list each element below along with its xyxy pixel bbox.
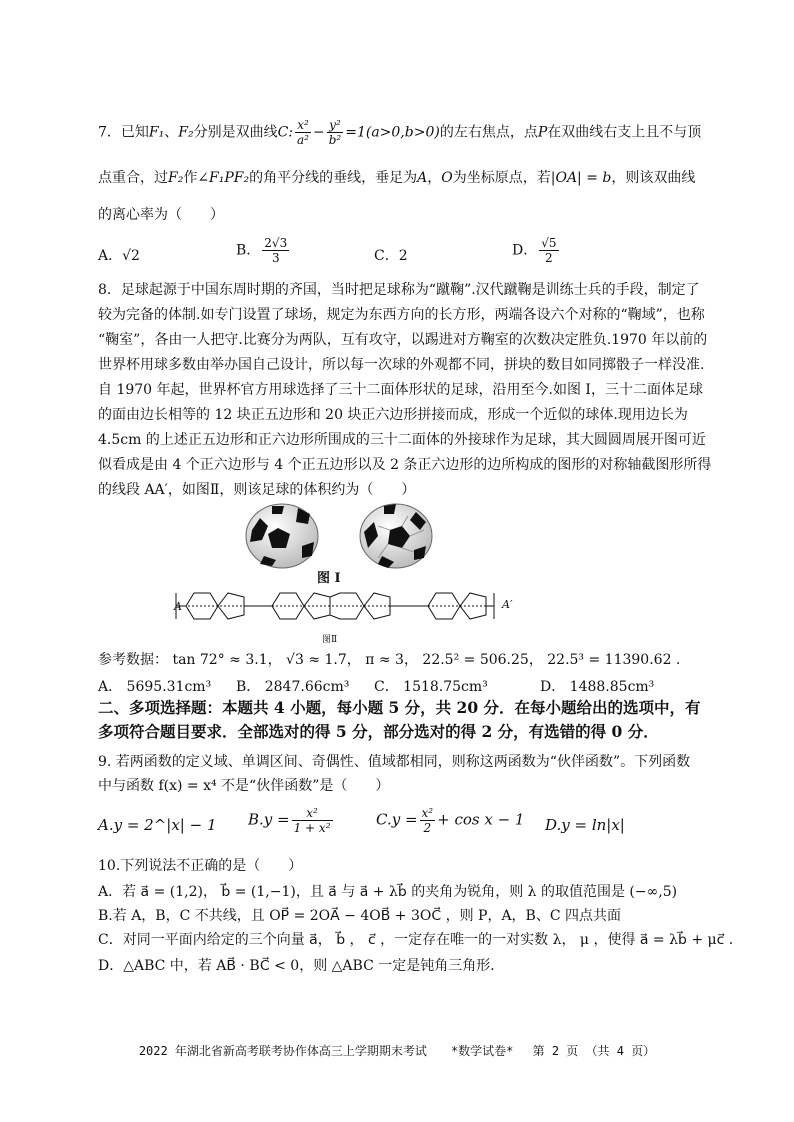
q7-option-c: C．2: [374, 248, 408, 264]
q7-frac-y: $\frac{\text{y²}}{\text{b²}}$: [328, 118, 342, 147]
q7-line1: 7．已知F₁、F₂分别是双曲线C: $\frac{\text{x²}}{\text{a²}}$ − $\frac{\text{y²}}{\text{b²}}$ =1(a>0,b>0)的左右焦点，点P在双曲线右支上且不与顶: [98, 118, 702, 147]
q9-option-a: A.y = 2^|x| − 1: [98, 816, 217, 834]
q10-stem: 10.下列说法不正确的是（ ）: [98, 858, 303, 874]
q8-line-9: 的线段 AA′，如图Ⅱ，则该足球的体积约为（ ）: [98, 482, 416, 498]
figure-1-caption: 图 I: [317, 571, 341, 586]
great-circle-strip-figure: [168, 585, 518, 635]
q10-option-a: A．若 a⃗ = (1,2)， b⃗ = (1,−1)，且 a⃗ 与 a⃗ + λb⃗ 的夹角为锐角，则 λ 的取值范围是 (−∞,5): [98, 884, 678, 900]
strip-right-label: A′: [502, 598, 513, 611]
q7-option-b: B． $\frac{2√3}{3}$: [236, 236, 288, 265]
q8-line-4: 世界杯用球多数由举办国自己设计，所以每一次球的外观都不同，拼块的数目如同掷骰子一样没准.: [98, 357, 705, 373]
q9-line1: 9. 若两函数的定义域、单调区间、奇偶性、值域都相同，则称这两函数为“伙伴函数”。下列函数: [98, 754, 691, 770]
q10-option-c: C．对同一平面内给定的三个向量 a⃗， b⃗ ， c⃗ ，一定存在唯一的一对实数 λ， μ ，使得 a⃗ = λb⃗ + μc⃗ .: [98, 932, 734, 948]
q8-line-2: 较为完备的体制.如专门设置了球场，规定为东西方向的长方形，两端各设六个对称的“鞠域”，也称: [98, 307, 705, 323]
q8-line-3: “鞠室”，各由一人把守.比赛分为两队，互有攻守，以踢进对方鞠室的次数决定胜负.1970 年以前的: [98, 332, 708, 348]
q10-option-d: D．△ABC 中，若 AB⃗ · BC⃗ < 0，则 △ABC 一定是钝角三角形.: [98, 958, 495, 974]
q7-line3: 的离心率为（ ）: [98, 207, 224, 223]
strip-left-label: A: [174, 600, 182, 613]
q7-option-d: D． $\frac{√5}{2}$: [512, 236, 557, 265]
q8-line-7: 4.5cm 的上述正五边形和正六边形所围成的三十二面体的外接球作为足球，其大圆圆周展开图可近: [98, 432, 706, 448]
page-footer: 2022 年湖北省新高考联考协作体高三上学期期末考试 *数学试卷* 第 2 页 （共 4 页）: [138, 1044, 656, 1058]
q9-option-c: C.y = $\frac{\text{x²}}{2}$ + cos x − 1: [376, 806, 525, 835]
q7-frac-x: $\frac{\text{x²}}{\text{a²}}$: [297, 118, 309, 147]
q8-option-b: B． 2847.66cm³: [236, 679, 350, 695]
soccer-ball-left: [246, 504, 318, 568]
q8-line-8: 似看成是由 4 个正六边形与 4 个正五边形以及 2 条正六边形的边所构成的图形的对称轴截图形所得: [98, 457, 712, 473]
figure-2-caption: 图Ⅱ: [322, 635, 338, 645]
q9-option-b: B.y = $\frac{\text{x²}}{\text{1 + x²}}$: [248, 806, 331, 835]
q10-option-b: B.若 A，B，C 不共线，且 OP⃗ = 2OA⃗ − 4OB⃗ + 3OC⃗ ，则 P，A，B、C 四点共面: [98, 908, 622, 924]
q7-line2: 点重合，过F₂作∠F₁PF₂的角平分线的垂线，垂足为A，O为坐标原点，若|OA| = b，则该双曲线: [98, 170, 696, 186]
q8-option-a: A． 5695.31cm³: [98, 679, 212, 695]
q8-line-6: 的面由边长相等的 12 块正五边形和 20 块正六边形拼接而成，形成一个近似的球体.现用边长为: [98, 407, 688, 423]
q9-option-d: D.y = ln|x|: [545, 816, 625, 834]
q8-line-5: 自 1970 年起，世界杯官方用球选择了三十二面体形状的足球，沿用至今.如图 Ⅰ，三十二面体足球: [98, 382, 703, 398]
q8-option-d: D． 1488.85cm³: [540, 679, 655, 695]
soccer-ball-right: [360, 504, 432, 568]
q9-line2: 中与函数 f(x) = x⁴ 不是“伙伴函数”是（ ）: [98, 778, 390, 794]
q8-reference-data: 参考数据： tan 72° ≈ 3.1， √3 ≈ 1.7， π ≈ 3， 22.5² = 506.25， 22.5³ = 11390.62 .: [98, 652, 681, 668]
section-2-heading-line2: 多项符合题目要求．全部选对的得 5 分，部分选对的得 2 分，有选错的得 0 分．: [98, 722, 659, 741]
q8-line-1: 8．足球起源于中国东周时期的齐国，当时把足球称为“蹴鞠”.汉代蹴鞠是训练士兵的手段，制定了: [98, 282, 700, 298]
q8-option-c: C． 1518.75cm³: [374, 679, 488, 695]
q7-option-a: A．√2: [98, 248, 140, 264]
section-2-heading-line1: 二、多项选择题：本题共 4 小题，每小题 5 分，共 20 分．在每小题给出的选项中，有: [98, 698, 701, 717]
